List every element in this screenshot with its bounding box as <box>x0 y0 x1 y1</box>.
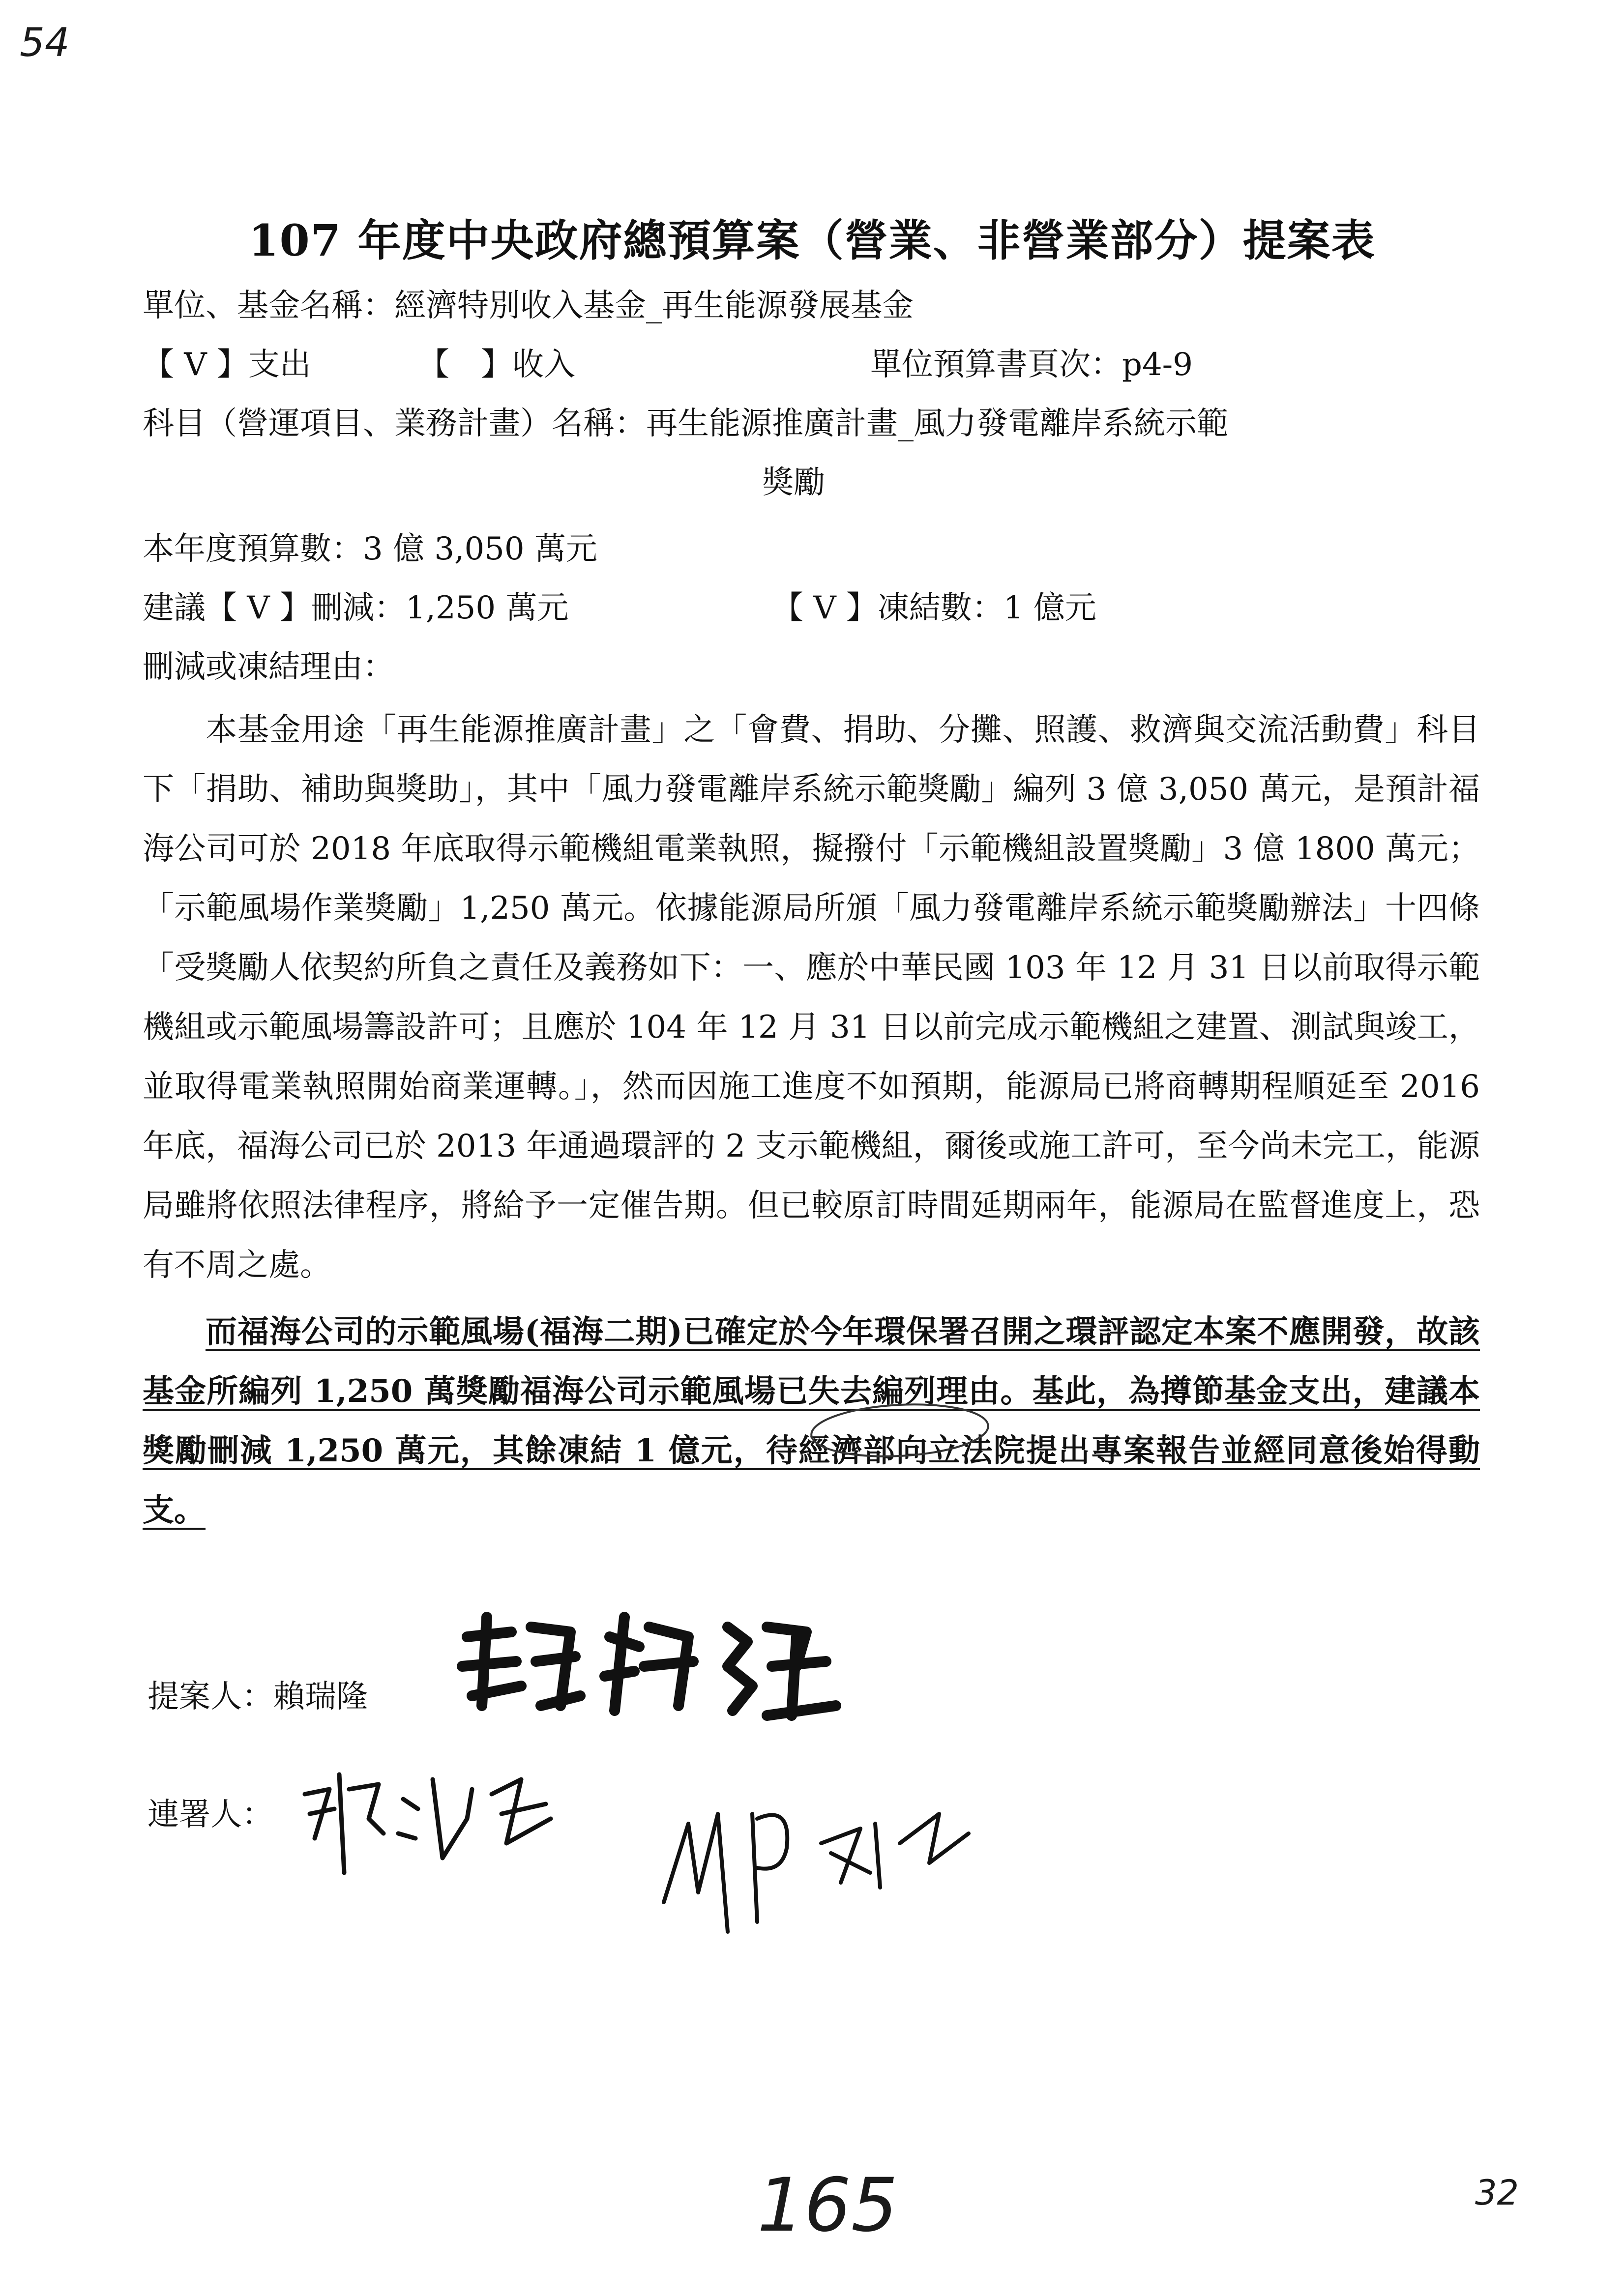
subject-line-2: 獎勵 <box>762 465 825 501</box>
cosigner-signature-2 <box>644 1784 998 1951</box>
circle-annotation-icon <box>806 1398 993 1462</box>
proposer-signature <box>452 1607 856 1725</box>
corner-mark: 54 <box>20 20 70 65</box>
reason-paragraph-2: 而福海公司的示範風場(福海二期)已確定於今年環保署召開之環評認定本案不應開發，故該基金所編列 1,250 萬獎勵福海公司示範風場已失去編列理由。基此，為撙節基金支出，建議本獎勵刪減 1,250 萬元，其餘凍結 1 億元，待經濟部向立法院提出專案報告並經同意後始得動支。 <box>143 1313 1480 1529</box>
proposer-label: 提案人：賴瑞隆 <box>148 1679 368 1715</box>
page-title: 107 年度中央政府總預算案（營業、非營業部分）提案表 <box>248 215 1376 266</box>
reason-paragraph-1: 本基金用途「再生能源推廣計畫」之「會費、捐助、分攤、照護、救濟與交流活動費」科目下「捐助、補助與獎助」，其中「風力發電離岸系統示範獎勵」編列 3 億 3,050 萬元，是預計福海公司可於 2018 年底取得示範機組電業執照，擬撥付「示範機組設置獎勵」3 億 1800 萬元；「示範風場作業獎勵」1,250 萬元。依據能源局所頒「風力發電離岸系統示範獎勵辦法」十四條「受獎勵人依契約所負之責任及義務如下：一、應於中華民國 103 年 12 月 31 日以前取得示範機組或示範風場籌設許可；且應於 104 年 12 月 31 日以前完成示範機組之建置、測試與竣工，並取得電業執照開始商業運轉。」，然而因施工進度不如預期，能源局已將商轉期程順延至 2016 年底，福海公司已於 2013 年通過環評的 2 支示範機組，爾後或施工許可，至今尚未完工，能源局雖將依照法律程序，將給予一定催告期。但已較原訂時間延期兩年，能源局在監督進度上，恐有不周之處。 <box>143 712 1480 1283</box>
income-checkbox-line: 【 】收入 <box>418 347 575 383</box>
unit-fund-line: 單位、基金名稱：經濟特別收入基金_再生能源發展基金 <box>143 288 914 324</box>
subject-line-1: 科目（營運項目、業務計畫）名稱：再生能源推廣計畫_風力發電離岸系統示範 <box>143 406 1228 442</box>
suggest-cut: 建議【 V 】刪減：1,250 萬元 <box>143 590 569 626</box>
reason-label: 刪減或凍結理由： <box>143 649 394 685</box>
page-number-handwritten: 165 <box>757 2163 898 2248</box>
suggest-freeze: 【 V 】凍結數：1 億元 <box>772 590 1096 626</box>
expense-checkbox-line: 【 V 】支出 <box>143 347 311 383</box>
page-reference: 單位預算書頁次：p4-9 <box>870 347 1193 383</box>
cosigner-label: 連署人： <box>148 1797 273 1833</box>
corner-number-handwritten: 32 <box>1475 2173 1519 2213</box>
cosigner-signature-1 <box>295 1760 570 1888</box>
budget-amount: 本年度預算數：3 億 3,050 萬元 <box>143 531 597 567</box>
